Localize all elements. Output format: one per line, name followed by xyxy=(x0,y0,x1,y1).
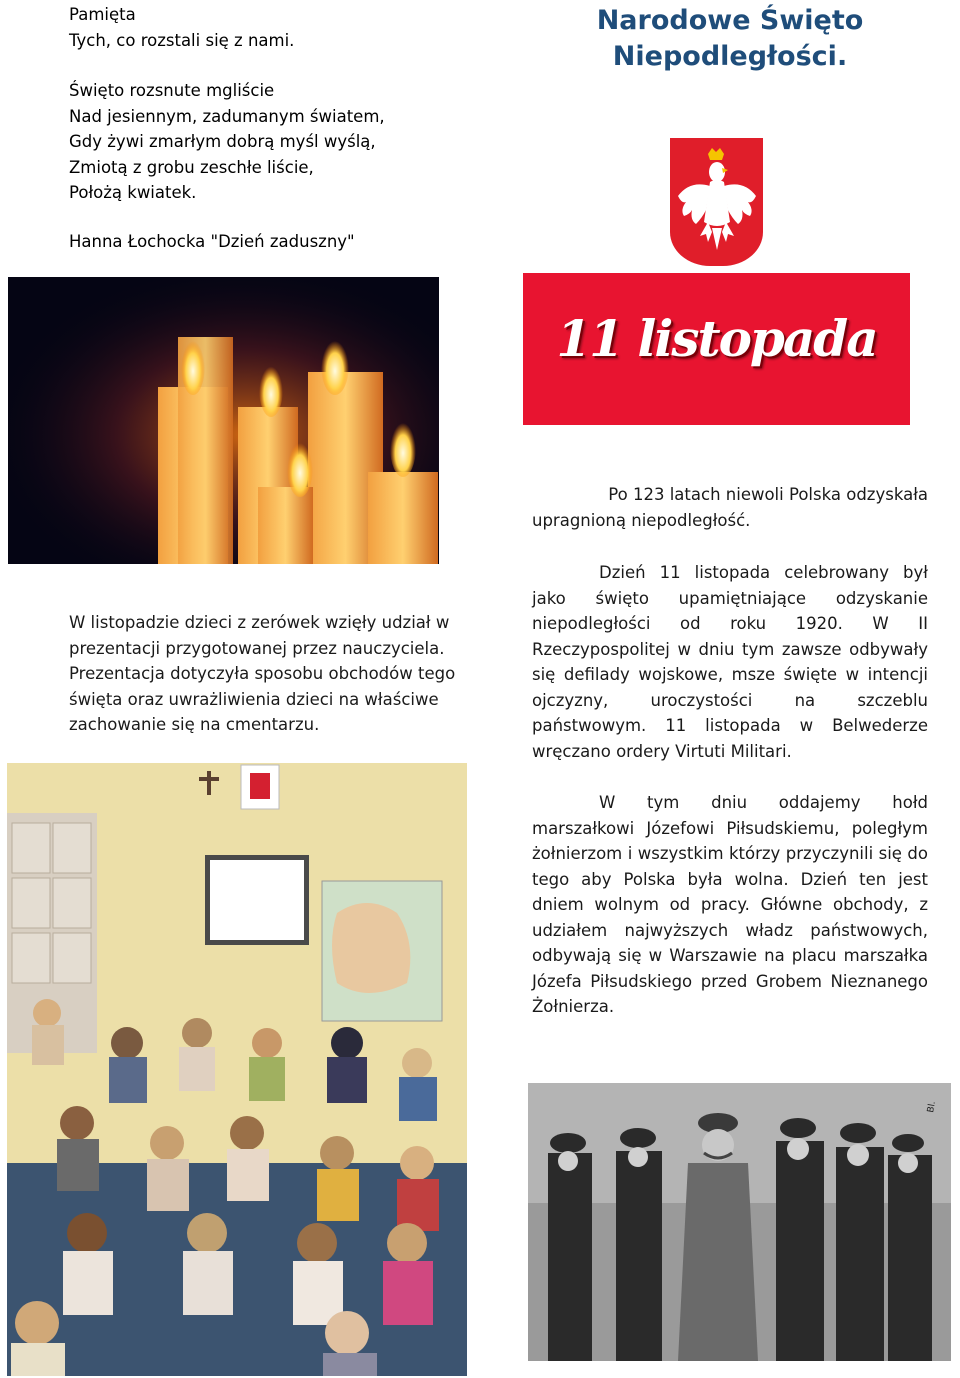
poem-line: Gdy żywi zmarłym dobrą myśl wyślą, xyxy=(69,132,376,151)
poem-author: Hanna Łochocka "Dzień zaduszny" xyxy=(69,232,355,251)
poem-line: Święto rozsnute mgliście xyxy=(69,81,275,100)
title-line-2: Niepodległości. xyxy=(612,41,848,72)
poem-line: Nad jesiennym, zadumanym światem, xyxy=(69,106,385,126)
polish-eagle-emblem-icon xyxy=(670,138,763,266)
poem-line: Zmiotą z grobu zeschłe liście, xyxy=(69,157,314,177)
tribute-text xyxy=(532,790,928,1020)
soldiers-photo xyxy=(528,1083,951,1361)
poem-line: Położą kwiatek. xyxy=(69,183,197,202)
intro-text xyxy=(532,482,928,533)
history-paragraph: Dzień 11 listopada celebrowany był jako święto upamiętniające odzyskanie niepodległości od roku 1920. W II Rzeczypospolitej w dniu tym zawsze odbywały się defilady wojskowe, msze święte w intencji ojczyzny, uroczystości na szczeblu państwowym. 11 listopada w Belwederze wręczano ordery Virtuti Militari. xyxy=(532,563,928,761)
banner-text: 11 listopada xyxy=(556,309,877,368)
date-banner xyxy=(523,273,910,425)
svg-text:Bl.: Bl. xyxy=(926,1100,938,1114)
poem-line: Pamięta xyxy=(69,5,136,24)
left-paragraph: W listopadzie dzieci z zerówek wzięły udział w prezentacji przygotowanej przez nauczyciela. Prezentacja dotyczyła sposobu obchodów tego święta oraz uwrażliwienia dzieci na właściwe zachowanie się na cmentarzu. xyxy=(69,613,456,734)
poem xyxy=(69,2,509,206)
intro-paragraph: Po 123 latach niewoli Polska odzyskała upragnioną niepodległość. xyxy=(532,485,928,530)
classroom-photo xyxy=(7,763,467,1376)
history-text xyxy=(532,560,928,764)
tribute-paragraph: W tym dniu oddajemy hołd marszałkowi Józefowi Piłsudskiemu, poległym żołnierzom i wszystkim którzy przyczynili się do tego aby Polska była wolna. Dzień ten jest dniem wolnym od pracy. Główne obchody, z udziałem najwyższych władz państwowych, odbywają się w Warszawie na placu marszałka Józefa Piłsudskiego przed Grobem Nieznanego Żołnierza. xyxy=(532,793,928,1016)
candles-photo xyxy=(8,277,439,564)
poem-line: Tych, co rozstali się z nami. xyxy=(69,30,295,50)
title-line-1: Narodowe Święto xyxy=(596,5,864,36)
page-title xyxy=(560,3,900,75)
